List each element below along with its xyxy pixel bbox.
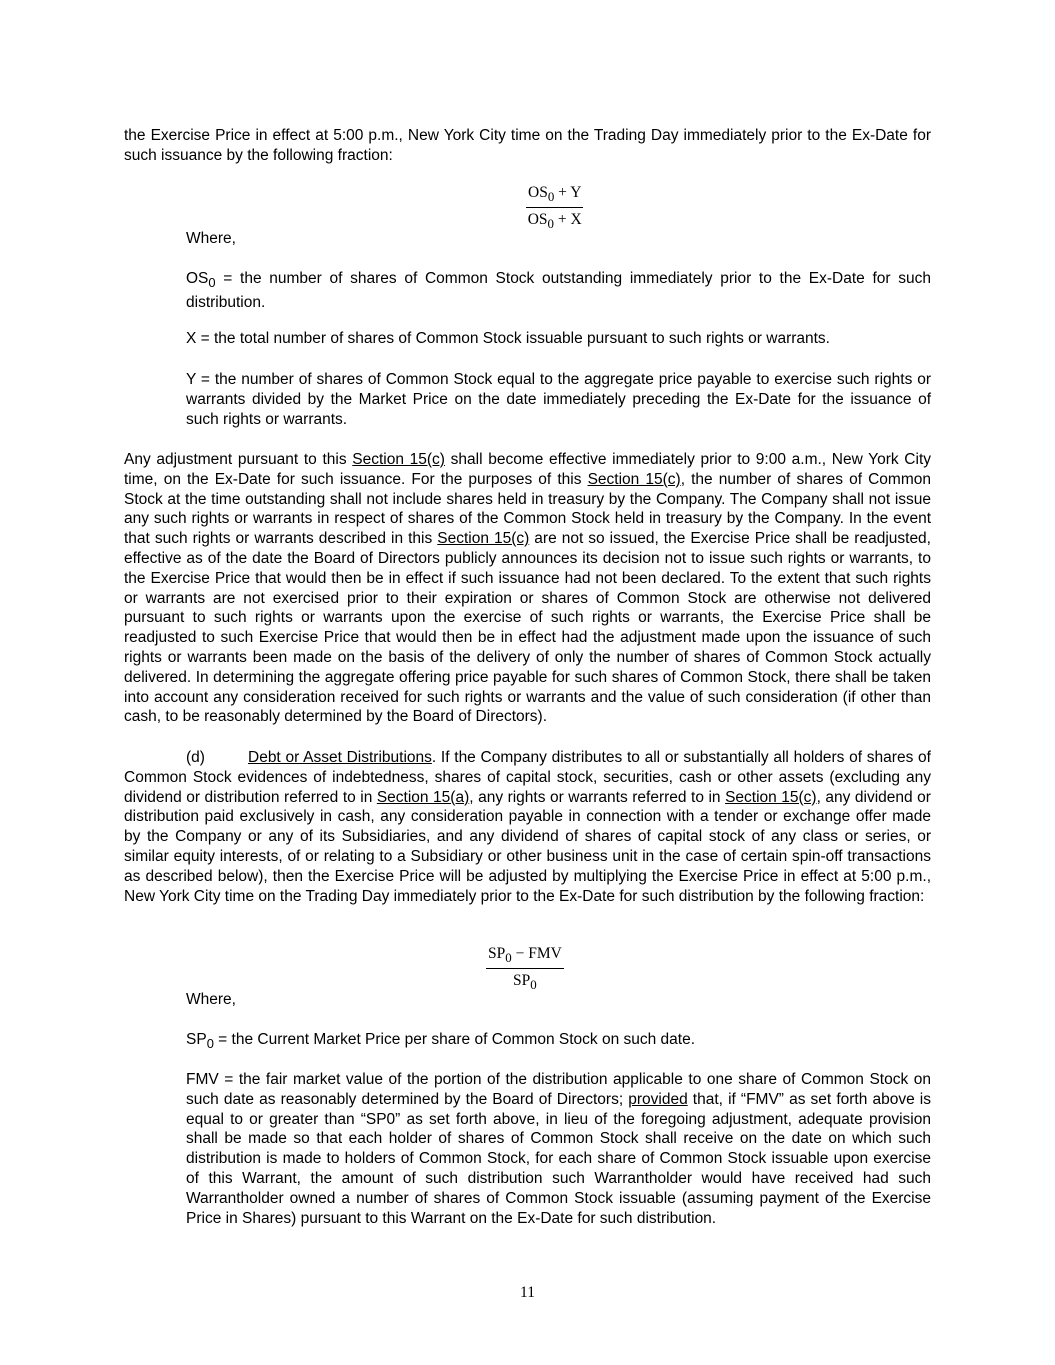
- section-15c-reference: Section 15(c): [587, 470, 681, 488]
- section-15c-reference: Section 15(c): [725, 788, 817, 806]
- adjustment-paragraph: Any adjustment pursuant to this Section 15(c) shall become effective immediately prior to 9:00 a.m., New York City time, on the Ex-Date for such issuance. For the purposes of this Section 15(c), the number of shares of Common Stock at the time outstanding shall not include shares held in treasury by the Company. The Company shall not issue any such rights or warrants in respect of shares of the Common Stock held in treasury by the Company. In the event that such rights or warrants described in this Section 15(c) are not so issued, the Exercise Price shall be readjusted, effective as of the date the Board of Directors publicly announces its decision not to issue such rights or warrants, to the Exercise Price that would then be in effect if such issuance had not been declared. To the extent that such rights or warrants are not exercised prior to their expiration or shares of Common Stock are otherwise not delivered pursuant to such rights or warrants upon the exercise of such rights or warrants, the Exercise Price shall be readjusted to such Exercise Price that would then be in effect had the adjustment made upon the issuance of such rights or warrants been made on the basis of the delivery of only the number of shares of Common Stock actually delivered. In determining the aggregate offering price payable for such shares of Common Stock, there shall be taken into account any consideration received for such rights or warrants and the value of such consideration (if other than cash, to be reasonably determined by the Board of Directors).: [124, 451, 931, 726]
- definition-x: X = the total number of shares of Common Stock issuable pursuant to such rights or warrants.: [186, 330, 830, 347]
- where-label: Where,: [186, 230, 236, 247]
- section-15c-reference: Section 15(c): [437, 530, 530, 548]
- intro-paragraph: the Exercise Price in effect at 5:00 p.m., New York City time on the Trading Day immediately prior to the Ex-Date for such issuance by the following fraction:: [124, 127, 931, 164]
- section-d-label: (d): [186, 749, 205, 766]
- definition-os0: $OS_0$ = the number of shares of Common Stock outstanding immediately prior to the Ex-Date for such distribution.: [186, 270, 931, 311]
- formula-numerator: $SP_0$ − FMV: [486, 945, 564, 969]
- provided-term: provided: [628, 1090, 688, 1108]
- definition-sp0: $SP_0$ = the Current Market Price per share of Common Stock on such date.: [186, 1031, 696, 1052]
- definition-y: Y = the number of shares of Common Stock equal to the aggregate price payable to exercise such rights or warrants divided by the Market Price on the date immediately preceding the Ex-Date for the issuance of such rights or warrants.: [186, 371, 931, 428]
- formula-rights-fraction: [526, 184, 583, 232]
- formula-denominator: $OS_0 + X$: [527, 211, 582, 232]
- page-number: 11: [520, 1284, 535, 1301]
- definition-fmv: FMV = the fair market value of the portion of the distribution applicable to one share of Common Stock on such date as reasonably determined by the Board of Directors; provided that, if “FMV” as set forth above is equal to or greater than “SP0” as set forth above, in lieu of the foregoing adjustment, adequate provision shall be made so that each holder of shares of Common Stock shall receive on the date on which such distribution is made to holders of Common Stock, for each share of Common Stock issuable upon exercise of this Warrant, the amount of such distribution such Warrantholder would have received had such Warrantholder owned a number of shares of Common Stock issuable (assuming payment of the Exercise Price in Shares) pursuant to this Warrant on the Ex-Date for such distribution.: [186, 1071, 931, 1227]
- where-label: Where,: [186, 991, 236, 1008]
- section-15c-reference: Section 15(c): [352, 451, 445, 468]
- section-15a-reference: Section 15(a): [376, 788, 470, 806]
- formula-numerator: $OS_0 + Y$: [526, 184, 583, 208]
- section-d-title: Debt or Asset Distributions: [248, 749, 432, 766]
- formula-distribution-fraction: [486, 945, 564, 993]
- formula-denominator: $SP_0$: [513, 972, 537, 993]
- section-d-paragraph: (d) Debt or Asset Distributions. If the Company distributes to all or substantially all holders of shares of Common Stock evidences of indebtedness, shares of capital stock, securities, cash or other assets (excluding any dividend or distribution referred to in Section 15(a), any rights or warrants referred to in Section 15(c), any dividend or distribution paid exclusively in cash, any consideration payable in connection with a tender or exchange offer made by the Company or any of its Subsidiaries, and any dividend of shares of capital stock of any class or series, or similar equity interests, of or relating to a Subsidiary or other business unit in the case of certain spin-off transactions as described below), then the Exercise Price will be adjusted by multiplying the Exercise Price in effect at 5:00 p.m., New York City time on the Trading Day immediately prior to the Ex-Date for such distribution by the following fraction:: [124, 749, 931, 905]
